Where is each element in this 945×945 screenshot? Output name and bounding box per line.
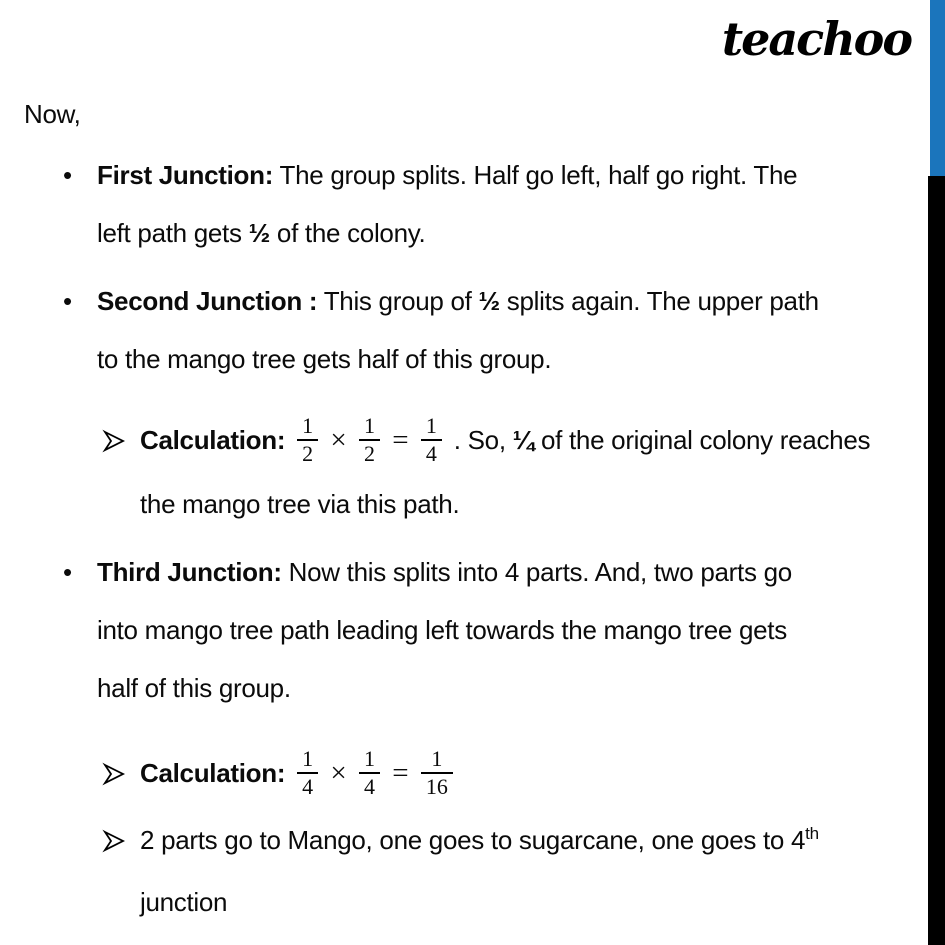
text-lines bbox=[140, 811, 945, 931]
text-line bbox=[140, 736, 945, 810]
text-line bbox=[97, 272, 945, 330]
text-line bbox=[97, 146, 945, 204]
text-segment: Calculation: bbox=[140, 425, 293, 455]
fraction-denominator: 4 bbox=[297, 772, 318, 799]
text-segment: This group of bbox=[317, 286, 479, 316]
arrowhead-bullet-icon bbox=[102, 761, 126, 794]
fraction bbox=[359, 414, 380, 466]
fraction-denominator: 2 bbox=[359, 439, 380, 466]
text-block-cont bbox=[0, 475, 945, 533]
text-segment: First Junction: bbox=[97, 160, 274, 190]
text-lines bbox=[24, 85, 945, 143]
fraction-numerator: 1 bbox=[302, 413, 314, 439]
text-lines bbox=[97, 543, 945, 717]
fraction-denominator: 4 bbox=[359, 772, 380, 799]
text-segment: Now, bbox=[24, 99, 81, 129]
text-line bbox=[140, 811, 945, 873]
teachoo-logo: teachoo bbox=[721, 12, 911, 66]
text-segment: junction bbox=[140, 887, 228, 917]
text-lines bbox=[97, 272, 945, 388]
fraction bbox=[297, 747, 318, 799]
text-lines bbox=[140, 475, 945, 533]
text-block-bullet bbox=[0, 543, 945, 717]
text-segment: × bbox=[323, 757, 354, 789]
arrow-marker bbox=[102, 428, 126, 461]
fraction-numerator: 1 bbox=[363, 413, 375, 439]
text-lines bbox=[140, 403, 945, 477]
arrow-marker bbox=[102, 761, 126, 794]
fraction-numerator: 1 bbox=[363, 746, 375, 772]
text-segment: to the mango tree gets half of this group. bbox=[97, 344, 552, 374]
text-segment: = bbox=[384, 757, 416, 789]
text-block-arrow bbox=[0, 811, 945, 931]
text-line bbox=[140, 403, 945, 477]
text-segment: th bbox=[805, 824, 819, 843]
text-segment: Calculation: bbox=[140, 758, 293, 788]
text-segment: ½ bbox=[478, 286, 500, 316]
fraction-numerator: 1 bbox=[302, 746, 314, 772]
arrowhead-bullet-icon bbox=[102, 828, 126, 861]
text-line bbox=[140, 873, 945, 931]
text-line bbox=[24, 85, 945, 143]
text-segment: ½ bbox=[248, 218, 270, 248]
arrowhead-bullet-icon bbox=[102, 428, 126, 461]
fraction bbox=[421, 747, 453, 799]
text-block-arrow-calc bbox=[0, 403, 945, 477]
fraction bbox=[359, 747, 380, 799]
text-lines bbox=[97, 146, 945, 262]
text-block-arrow-calc bbox=[0, 736, 945, 810]
text-segment: left path gets bbox=[97, 218, 249, 248]
text-segment: of the colony. bbox=[270, 218, 426, 248]
text-segment: 2 parts go to Mango, one goes to sugarcane, one goes to 4 bbox=[140, 825, 806, 855]
text-line bbox=[97, 543, 945, 601]
text-segment: ¼ bbox=[512, 425, 535, 455]
fraction-numerator: 1 bbox=[431, 746, 443, 772]
bullet-marker: • bbox=[63, 557, 72, 587]
text-line bbox=[97, 659, 945, 717]
text-segment: = bbox=[384, 424, 416, 456]
text-segment: Third Junction: bbox=[97, 557, 282, 587]
text-segment: of the original colony reaches bbox=[534, 425, 871, 455]
bullet-marker: • bbox=[63, 160, 72, 190]
text-segment: half of this group. bbox=[97, 673, 291, 703]
text-segment: . So, bbox=[446, 425, 513, 455]
text-block-bullet bbox=[0, 146, 945, 262]
text-segment: The group splits. Half go left, half go right. The bbox=[273, 160, 798, 190]
fraction-denominator: 2 bbox=[297, 439, 318, 466]
text-segment: into mango tree path leading left towards the mango tree gets bbox=[97, 615, 787, 645]
text-segment: × bbox=[323, 424, 354, 456]
text-segment: splits again. The upper path bbox=[499, 286, 819, 316]
fraction-numerator: 1 bbox=[425, 413, 437, 439]
text-line bbox=[97, 601, 945, 659]
fraction-denominator: 4 bbox=[421, 439, 442, 466]
arrow-marker bbox=[102, 828, 126, 861]
fraction-denominator: 16 bbox=[421, 772, 453, 799]
fraction bbox=[297, 414, 318, 466]
bullet-marker: • bbox=[63, 286, 72, 316]
text-segment: Second Junction : bbox=[97, 286, 318, 316]
text-block-plain bbox=[0, 85, 945, 143]
text-segment: Now this splits into 4 parts. And, two parts go bbox=[281, 557, 792, 587]
text-block-bullet bbox=[0, 272, 945, 388]
text-segment: the mango tree via this path. bbox=[140, 489, 460, 519]
text-line bbox=[140, 475, 945, 533]
text-line bbox=[97, 204, 945, 262]
text-line bbox=[97, 330, 945, 388]
text-lines bbox=[140, 736, 945, 810]
fraction bbox=[421, 414, 442, 466]
